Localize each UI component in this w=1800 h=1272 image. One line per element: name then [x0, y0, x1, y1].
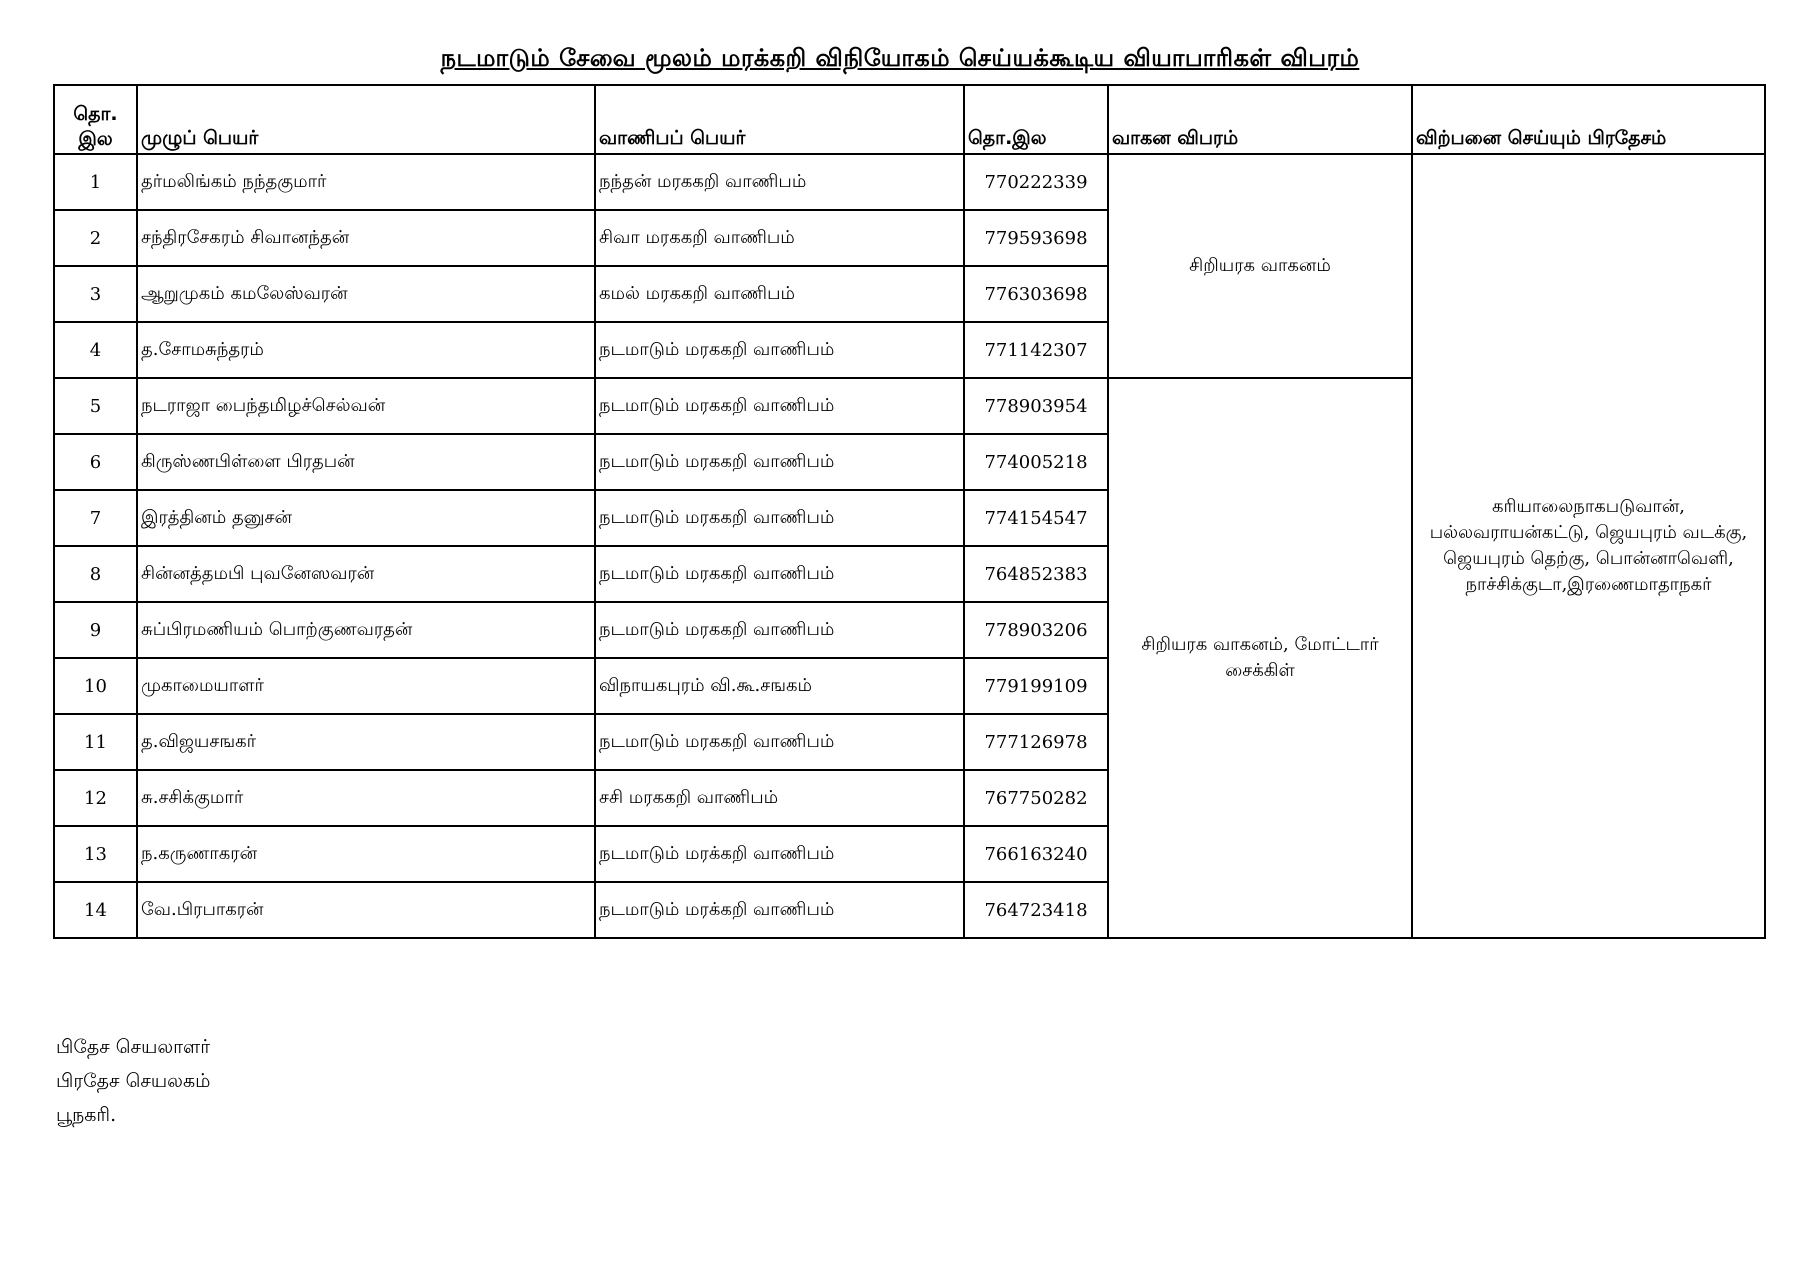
- full-name-cell: சு.சசிக்குமார்: [137, 770, 595, 826]
- serial-no-cell: 8: [54, 546, 137, 602]
- business-name-cell: நடமாடும் மரககறி வாணிபம்: [595, 322, 964, 378]
- vehicle-cell-group2: சிறியரக வாகனம், மோட்டார் சைக்கிள்: [1108, 378, 1412, 938]
- phone-cell: 776303698: [964, 266, 1108, 322]
- serial-no-cell: 7: [54, 490, 137, 546]
- header-full-name: முழுப் பெயர்: [137, 85, 595, 154]
- full-name-cell: முகாமையாளர்: [137, 658, 595, 714]
- full-name-cell: தர்மலிங்கம் நந்தகுமார்: [137, 154, 595, 210]
- header-vehicle: வாகன விபரம்: [1108, 85, 1412, 154]
- header-business-name: வாணிபப் பெயர்: [595, 85, 964, 154]
- business-name-cell: நடமாடும் மரககறி வாணிபம்: [595, 378, 964, 434]
- header-serial-no: [54, 85, 137, 154]
- phone-cell: 764852383: [964, 546, 1108, 602]
- phone-cell: 778903954: [964, 378, 1108, 434]
- merchants-table: [53, 84, 1766, 939]
- business-name-cell: நடமாடும் மரககறி வாணிபம்: [595, 490, 964, 546]
- phone-cell: 774154547: [964, 490, 1108, 546]
- serial-no-cell: 6: [54, 434, 137, 490]
- phone-cell: 764723418: [964, 882, 1108, 938]
- full-name-cell: த.சோமசுந்தரம்: [137, 322, 595, 378]
- business-name-cell: நடமாடும் மரககறி வாணிபம்: [595, 434, 964, 490]
- phone-cell: 766163240: [964, 826, 1108, 882]
- sales-area-cell: கரியாலைநாகபடுவான், பல்லவராயன்கட்டு, ஜெயபுரம் வடக்கு, ஜெயபுரம் தெற்கு, பொன்னாவெளி, நாச்சிக்குடா,இரணைமாதாநகர்: [1412, 154, 1765, 938]
- serial-no-cell: 4: [54, 322, 137, 378]
- business-name-cell: நடமாடும் மரக்கறி வாணிபம்: [595, 882, 964, 938]
- page-title: நடமாடும் சேவை மூலம் மரக்கறி விநியோகம் செய்யக்கூடிய வியாபாரிகள் விபரம்: [440, 44, 1360, 72]
- full-name-cell: த.விஜயசஙகர்: [137, 714, 595, 770]
- full-name-cell: ஆறுமுகம் கமலேஸ்வரன்: [137, 266, 595, 322]
- serial-no-cell: 1: [54, 154, 137, 210]
- phone-cell: 779199109: [964, 658, 1108, 714]
- serial-no-cell: 13: [54, 826, 137, 882]
- phone-cell: 779593698: [964, 210, 1108, 266]
- full-name-cell: கிருஸ்ணபிள்ளை பிரதபன்: [137, 434, 595, 490]
- serial-no-cell: 9: [54, 602, 137, 658]
- full-name-cell: இரத்தினம் தனுசன்: [137, 490, 595, 546]
- business-name-cell: நடமாடும் மரககறி வாணிபம்: [595, 546, 964, 602]
- header-phone: தொ.இல: [964, 85, 1108, 154]
- signature-office: பிரதேச செயலகம்: [56, 1070, 211, 1092]
- phone-cell: 771142307: [964, 322, 1108, 378]
- header-row: [54, 85, 1765, 154]
- signature-title: பிதேச செயலாளர்: [56, 1036, 211, 1058]
- serial-no-cell: 3: [54, 266, 137, 322]
- signature-block: [56, 1030, 210, 1132]
- business-name-cell: நடமாடும் மரக்கறி வாணிபம்: [595, 826, 964, 882]
- header-serial-no-line2: இல: [78, 128, 113, 150]
- business-name-cell: நடமாடும் மரககறி வாணிபம்: [595, 714, 964, 770]
- header-serial-no-line1: தொ.: [73, 103, 118, 125]
- phone-cell: 778903206: [964, 602, 1108, 658]
- serial-no-cell: 12: [54, 770, 137, 826]
- serial-no-cell: 14: [54, 882, 137, 938]
- business-name-cell: சசி மரககறி வாணிபம்: [595, 770, 964, 826]
- serial-no-cell: 10: [54, 658, 137, 714]
- full-name-cell: வே.பிரபாகரன்: [137, 882, 595, 938]
- signature-location: பூநகரி.: [56, 1104, 117, 1126]
- business-name-cell: விநாயகபுரம் வி.கூ.சஙகம்: [595, 658, 964, 714]
- serial-no-cell: 11: [54, 714, 137, 770]
- full-name-cell: சந்திரசேகரம் சிவானந்தன்: [137, 210, 595, 266]
- full-name-cell: சின்னத்தமபி புவனேஸவரன்: [137, 546, 595, 602]
- table-row: [54, 154, 1765, 210]
- full-name-cell: சுப்பிரமணியம் பொற்குணவரதன்: [137, 602, 595, 658]
- phone-cell: 777126978: [964, 714, 1108, 770]
- full-name-cell: நடராஜா பைந்தமிழச்செல்வன்: [137, 378, 595, 434]
- vehicle-cell-group1: சிறியரக வாகனம்: [1108, 154, 1412, 378]
- business-name-cell: சிவா மரககறி வாணிபம்: [595, 210, 964, 266]
- serial-no-cell: 2: [54, 210, 137, 266]
- phone-cell: 767750282: [964, 770, 1108, 826]
- phone-cell: 774005218: [964, 434, 1108, 490]
- full-name-cell: ந.கருணாகரன்: [137, 826, 595, 882]
- serial-no-cell: 5: [54, 378, 137, 434]
- business-name-cell: நடமாடும் மரககறி வாணிபம்: [595, 602, 964, 658]
- business-name-cell: கமல் மரககறி வாணிபம்: [595, 266, 964, 322]
- business-name-cell: நந்தன் மரககறி வாணிபம்: [595, 154, 964, 210]
- header-area: விற்பனை செய்யும் பிரதேசம்: [1412, 85, 1765, 154]
- phone-cell: 770222339: [964, 154, 1108, 210]
